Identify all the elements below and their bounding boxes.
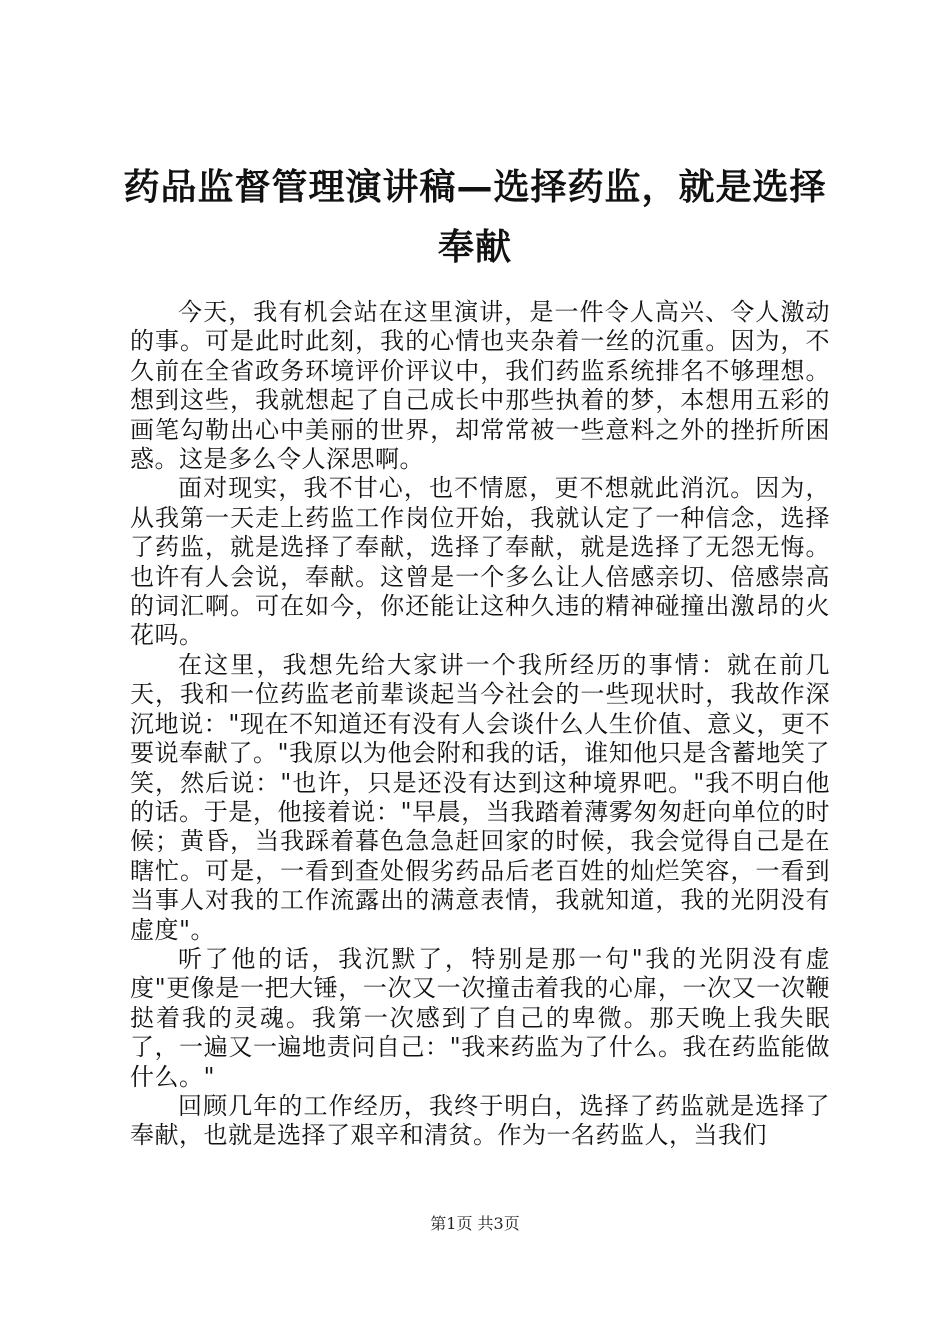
- document-body: [130, 298, 830, 1151]
- paragraph: 今天，我有机会站在这里演讲，是一件令人高兴、令人激动的事。可是此时此刻，我的心情也夹杂着一丝的沉重。因为，不久前在全省政务环境评价评议中，我们药监系统排名不够理想。想到这些，我就想起了自己成长中那些执着的梦，本想用五彩的画笔勾勒出心中美丽的世界，却常常被一些意料之外的挫折所困惑。这是多么令人深思啊。: [130, 298, 830, 474]
- paragraph: 面对现实，我不甘心，也不情愿，更不想就此消沉。因为，从我第一天走上药监工作岗位开始，我就认定了一种信念，选择了药监，就是选择了奉献，选择了奉献，就是选择了无怨无悔。也许有人会说，奉献。这曾是一个多么让人倍感亲切、倍感崇高的词汇啊。可在如今，你还能让这种久违的精神碰撞出激昂的火花吗。: [130, 474, 830, 650]
- paragraph: 在这里，我想先给大家讲一个我所经历的事情：就在前几天，我和一位药监老前辈谈起当今社会的一些现状时，我故作深沉地说："现在不知道还有没有人会谈什么人生价值、意义，更不要说奉献了。"我原以为他会附和我的话，谁知他只是含蓄地笑了笑，然后说："也许，只是还没有达到这种境界吧。"我不明白他的话。于是，他接着说："早晨，当我踏着薄雾匆匆赶向单位的时候；黄昏，当我踩着暮色急急赶回家的时候，我会觉得自己是在瞎忙。可是，一看到查处假劣药品后老百姓的灿烂笑容，一看到当事人对我的工作流露出的满意表情，我就知道，我的光阴没有虚度"。: [130, 650, 830, 944]
- paragraph: 回顾几年的工作经历，我终于明白，选择了药监就是选择了奉献，也就是选择了艰辛和清贫。作为一名药监人，当我们: [130, 1091, 830, 1150]
- document-title: 药品监督管理演讲稿—选择药监，就是选择奉献: [123, 167, 827, 268]
- page-footer: 第1页 共3页: [430, 1214, 520, 1233]
- paragraph: 听了他的话，我沉默了，特别是那一句"我的光阴没有虚度"更像是一把大锤，一次又一次撞击着我的心扉，一次又一次鞭挞着我的灵魂。我第一次感到了自己的卑微。那天晚上我失眠了，一遍又一遍地责问自己："我来药监为了什么。我在药监能做什么。": [130, 944, 830, 1091]
